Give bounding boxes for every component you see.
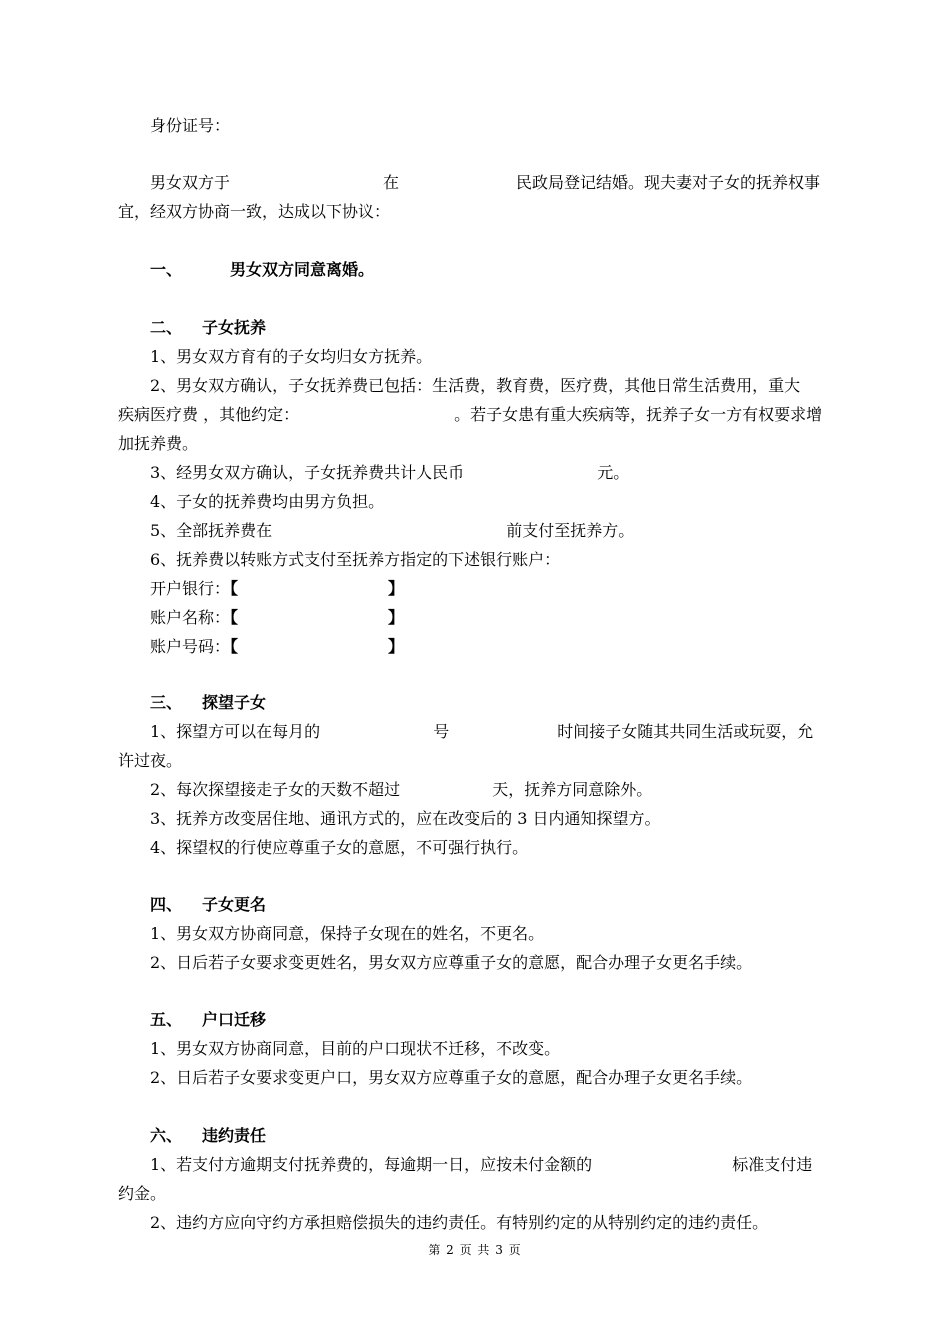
- section-3-heading: 三、 探望子女: [150, 693, 267, 712]
- s6-item-2: 2、违约方应向守约方承担赔偿损失的违约责任。有特别约定的从特别约定的违约责任。: [150, 1213, 769, 1232]
- s6-item-1: 1、若支付方逾期支付抚养费的，每逾期一日，应按未付金额的 标准支付违: [150, 1155, 813, 1174]
- s2-item-2: 2、男女双方确认，子女抚养费已包括：生活费，教育费，医疗费，其他日常生活费用，重大: [150, 376, 801, 395]
- section-1-heading: 一、 男女双方同意离婚。: [150, 260, 375, 279]
- page-footer: 第 2 页 共 3 页: [428, 1243, 522, 1257]
- s3-item-1-cont: 许过夜。: [118, 751, 183, 770]
- s4-item-2: 2、日后若子女要求变更姓名，男女双方应尊重子女的意愿，配合办理子女更名手续。: [150, 953, 753, 972]
- s3-item-1: 1、探望方可以在每月的 号 时间接子女随其共同生活或玩耍，允: [150, 722, 814, 741]
- s2-item-6: 6、抚养费以转账方式支付至抚养方指定的下述银行账户：: [150, 550, 561, 569]
- section-5-heading: 五、 户口迁移: [150, 1010, 267, 1029]
- s2-item-4: 4、子女的抚养费均由男方负担。: [150, 492, 385, 511]
- section-2-heading: 二、 子女抚养: [150, 318, 267, 337]
- s3-item-3: 3、抚养方改变居住地、通讯方式的，应在改变后的 3 日内通知探望方。: [150, 809, 661, 828]
- s3-item-4: 4、探望权的行使应尊重子女的意愿，不可强行执行。: [150, 838, 529, 857]
- id-number-label: 身份证号：: [150, 116, 231, 135]
- s2-item-5: 5、全部抚养费在 前支付至抚养方。: [150, 521, 635, 540]
- marriage-line: 男女双方于 在 民政局登记结婚。现夫妻对子女的抚养权事: [150, 173, 821, 192]
- account-name-row: 账户名称：【 】: [150, 608, 405, 627]
- account-number-row: 账户号码：【 】: [150, 637, 405, 656]
- s4-item-1: 1、男女双方协商同意，保持子女现在的姓名，不更名。: [150, 924, 545, 943]
- s2-item-3: 3、经男女双方确认，子女抚养费共计人民币 元。: [150, 463, 630, 482]
- s2-item-2-cont: 疾病医疗费 ，其他约定： 。若子女患有重大疾病等，抚养子女一方有权要求增: [118, 405, 823, 424]
- s5-item-1: 1、男女双方协商同意，目前的户口现状不迁移，不改变。: [150, 1039, 561, 1058]
- section-6-heading: 六、 违约责任: [150, 1126, 267, 1145]
- s6-item-1-cont: 约金。: [118, 1184, 167, 1203]
- section-4-heading: 四、 子女更名: [150, 895, 267, 914]
- s3-item-2: 2、每次探望接走子女的天数不超过 天，抚养方同意除外。: [150, 780, 653, 799]
- s5-item-2: 2、日后若子女要求变更户口，男女双方应尊重子女的意愿，配合办理子女更名手续。: [150, 1068, 753, 1087]
- marriage-line-cont: 宜，经双方协商一致，达成以下协议：: [118, 202, 391, 221]
- s2-item-1: 1、男女双方育有的子女均归女方抚养。: [150, 347, 433, 366]
- bank-name-row: 开户银行：【 】: [150, 579, 405, 598]
- s2-item-2-cont2: 加抚养费。: [118, 434, 199, 453]
